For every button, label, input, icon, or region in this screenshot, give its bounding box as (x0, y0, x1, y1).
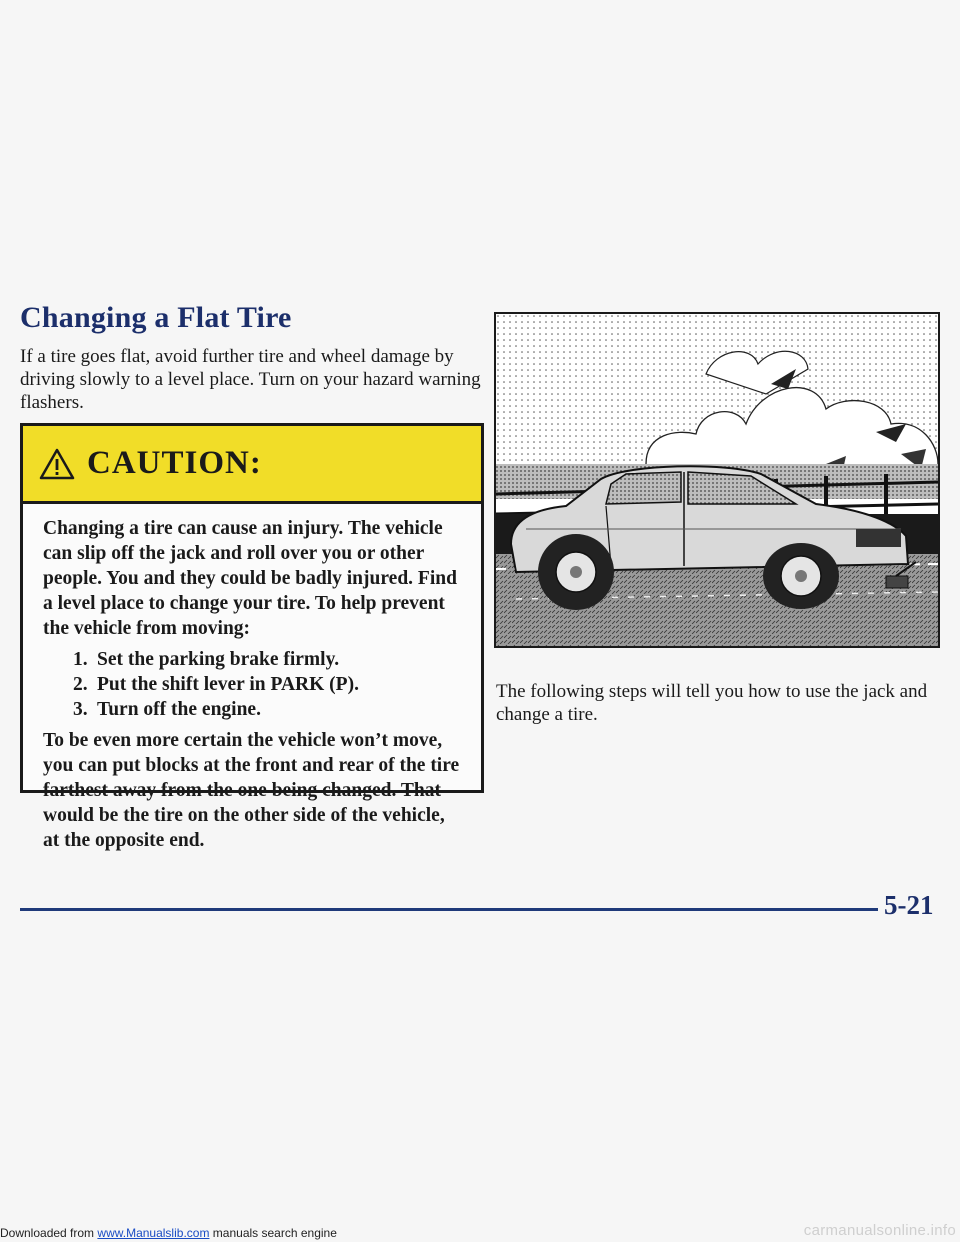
caution-lead-text: Changing a tire can cause an injury. The vehicle can slip off the jack and roll over you or other people. You and they could be badly injured. Find a level place to change your tire. To help prevent the vehicle from moving: (43, 518, 457, 639)
car-illustration-image (496, 314, 938, 646)
caution-step: 1. Set the parking brake firmly. (73, 649, 340, 670)
caution-steps (43, 647, 463, 722)
caution-body (23, 504, 481, 853)
caution-step: 2. Put the shift lever in PARK (P). (73, 674, 359, 695)
download-watermark (0, 1226, 337, 1240)
caution-step: 3. Turn off the engine. (73, 699, 261, 720)
page-title: Changing a Flat Tire (20, 301, 292, 334)
warning-triangle-icon (39, 448, 75, 480)
watermark-suffix: manuals search engine (212, 1226, 337, 1240)
flat-tire-illustration (494, 312, 940, 648)
page-number: 5-21 (884, 890, 934, 920)
caution-label: CAUTION: (87, 445, 262, 481)
watermark-prefix: Downloaded from (0, 1226, 95, 1240)
caution-closing-text: To be even more certain the vehicle won’t move, you can put blocks at the front and rear of the tire farthest away from the one being changed. That would be the tire on the other side of the vehicle, at the opposite end. (43, 730, 460, 851)
caution-header (23, 426, 481, 504)
caution-box (20, 423, 484, 851)
intro-paragraph: If a tire goes flat, avoid further tire and wheel damage by driving slowly to a level place. Turn on your hazard warning flashers. (20, 346, 481, 413)
manualslib-link[interactable]: www.Manualslib.com (97, 1226, 210, 1240)
illustration-followup-text: The following steps will tell you how to use the jack and change a tire. (496, 681, 928, 725)
page-footer-rule (20, 908, 878, 911)
site-watermark: carmanualsonline.info (803, 1222, 956, 1239)
